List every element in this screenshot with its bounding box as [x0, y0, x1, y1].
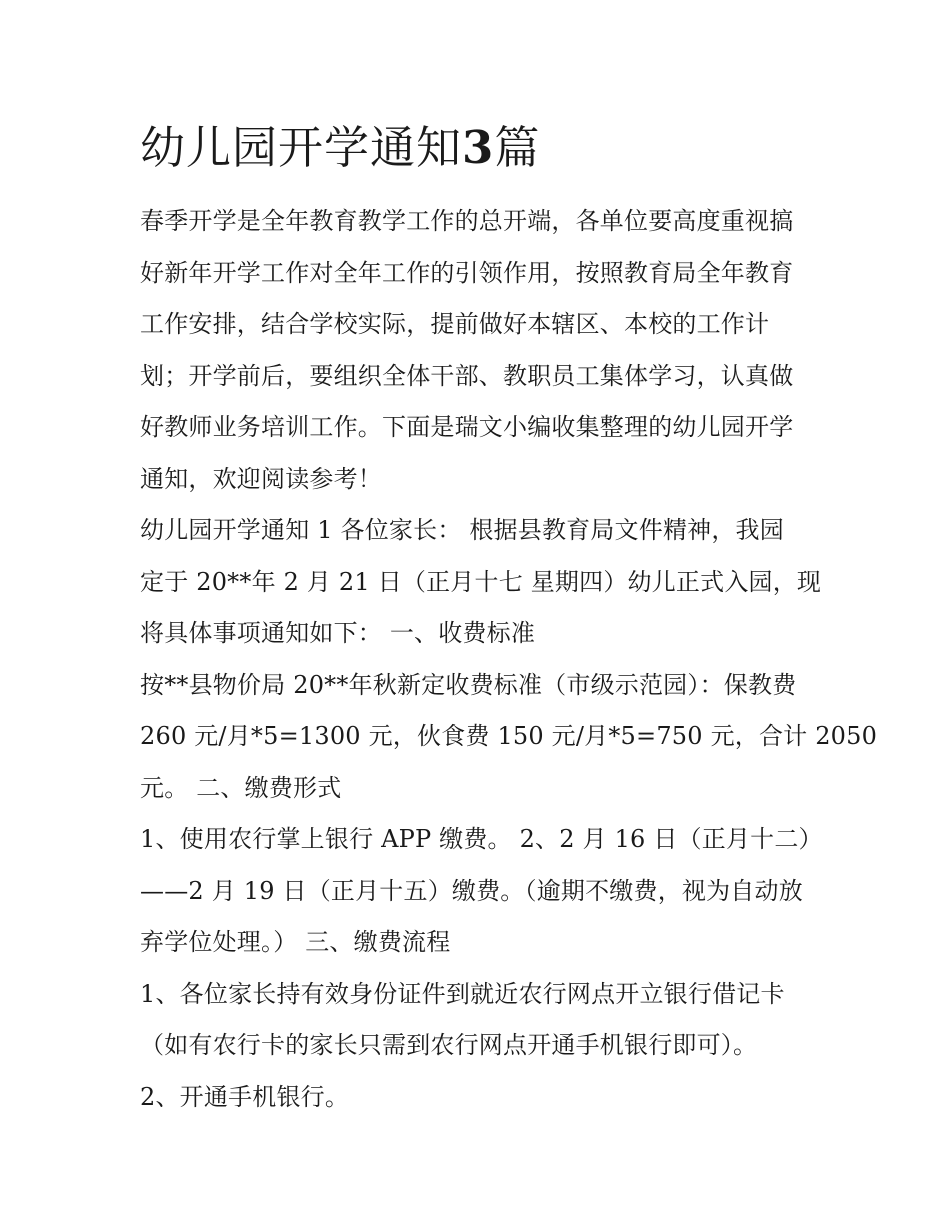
text-line: 好新年开学工作对全年工作的引领作用，按照教育局全年教育 — [140, 258, 794, 287]
text-line: 工作安排，结合学校实际，提前做好本辖区、本校的工作计 — [140, 310, 770, 338]
text-line: 1、使用农行掌上银行 APP 缴费。 2、2 月 16 日（正月十二） — [140, 825, 823, 853]
text-line: 春季开学是全年教育教学工作的总开端，各单位要高度重视搞 — [140, 207, 794, 235]
text-line: 划；开学前后，要组织全体干部、教职员工集体学习，认真做 — [140, 361, 794, 390]
text-line: ——2 月 19 日（正月十五）缴费。（逾期不缴费，视为自动放 — [140, 876, 803, 905]
text-line: 1、各位家长持有效身份证件到就近农行网点开立银行借记卡 — [140, 979, 785, 1008]
document-body — [140, 196, 878, 1123]
title-number: 3 — [462, 121, 495, 174]
text-line: 好教师业务培训工作。下面是瑞文小编收集整理的幼儿园开学 — [140, 413, 794, 441]
text-line: 元。 二、缴费形式 — [140, 773, 342, 802]
text-line: 2、开通手机银行。 — [140, 1082, 350, 1111]
title-main: 幼儿园开学通知 — [140, 121, 463, 174]
text-line: 260 元/月*5=1300 元，伙食费 150 元/月*5=750 元，合计 2050 — [140, 722, 878, 750]
text-line: 幼儿园开学通知 1 各位家长： 根据县教育局文件精神，我园 — [140, 516, 784, 544]
text-line: 将具体事项通知如下： 一、收费标准 — [140, 619, 536, 647]
text-line: 通知，欢迎阅读参考！ — [140, 464, 382, 493]
page-title — [140, 118, 540, 178]
text-line: 弃学位处理。） 三、缴费流程 — [140, 928, 451, 956]
text-line: （如有农行卡的家长只需到农行网点开通手机银行即可）。 — [140, 1031, 758, 1059]
text-line: 按**县物价局 20**年秋新定收费标准（市级示范园）：保教费 — [140, 670, 797, 699]
text-line: 定于 20**年 2 月 21 日（正月十七 星期四）幼儿正式入园，现 — [140, 567, 822, 596]
title-suffix: 篇 — [494, 121, 541, 174]
